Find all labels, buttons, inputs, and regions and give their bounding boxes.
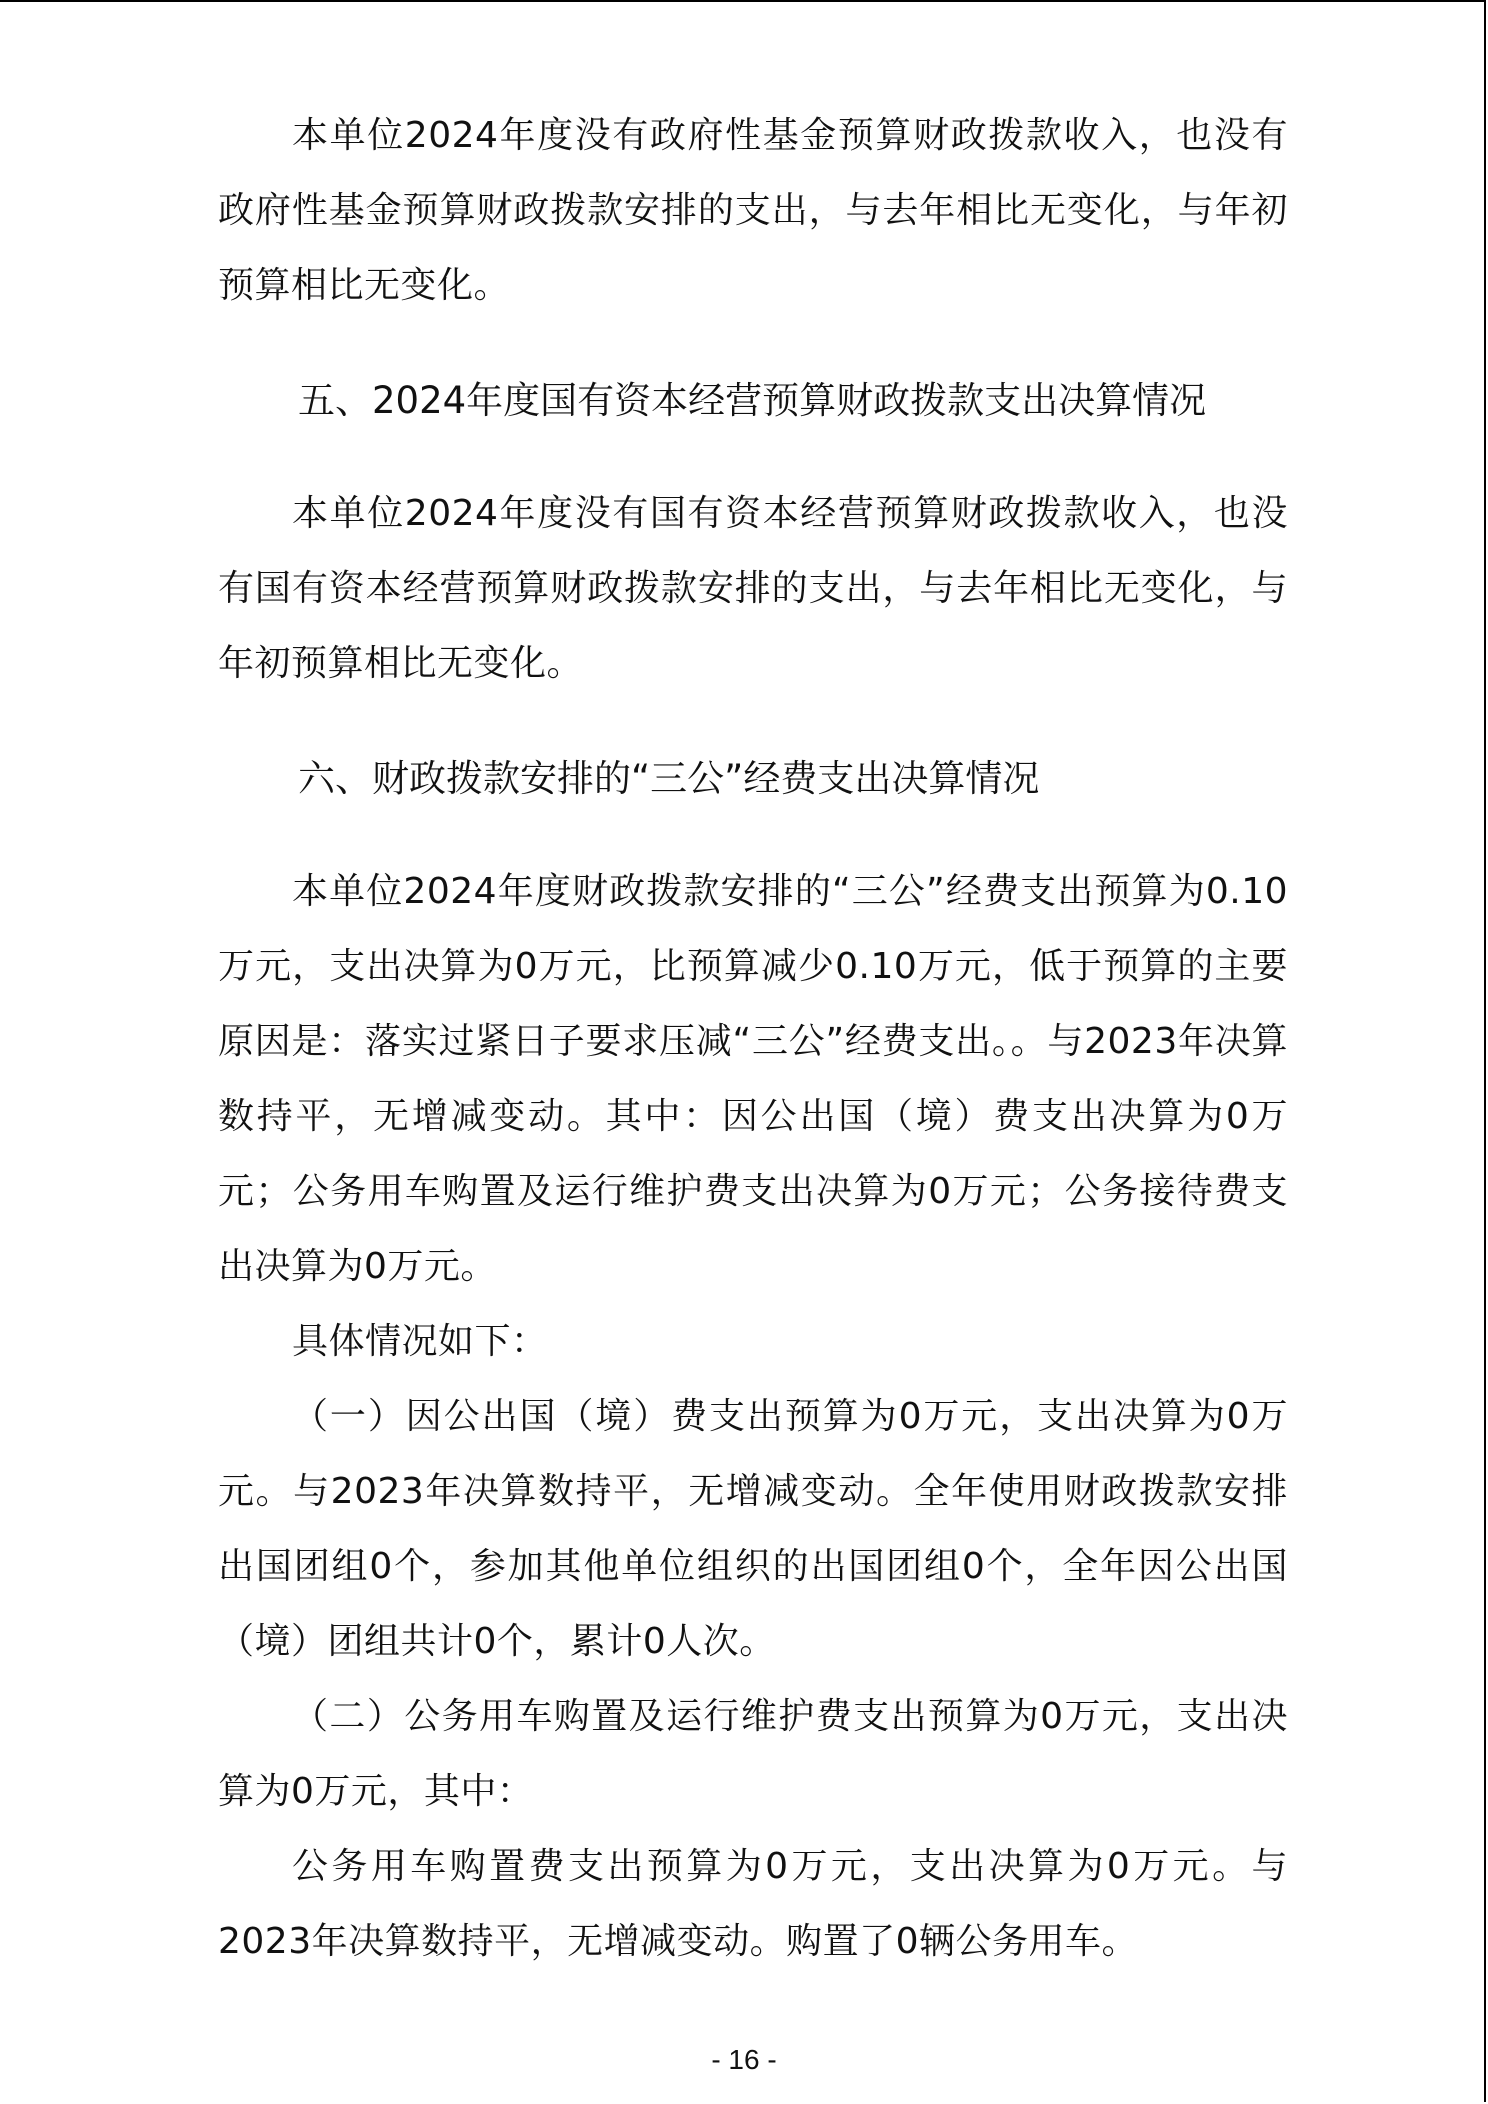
paragraph-overseas-travel: （一）因公出国（境）费支出预算为0万元，支出决算为0万元。与2023年决算数持平，无增减变动。全年使用财政拨款安排出国团组0个，参加其他单位组织的出国团组0个，全年因公出国（境）团组共计0个，累计0人次。	[218, 1396, 1288, 1662]
page-number: - 16 -	[711, 2044, 777, 2075]
section-heading-state-capital: 五、2024年度国有资本经营预算财政拨款支出决算情况	[298, 379, 1207, 422]
section-heading-three-public-expenses: 六、财政拨款安排的“三公”经费支出决算情况	[298, 757, 1040, 800]
paragraph-government-fund: 本单位2024年度没有政府性基金预算财政拨款收入，也没有政府性基金预算财政拨款安排的支出，与去年相比无变化，与年初预算相比无变化。	[218, 115, 1288, 306]
paragraph-state-capital: 本单位2024年度没有国有资本经营预算财政拨款收入，也没有国有资本经营预算财政拨款安排的支出，与去年相比无变化，与年初预算相比无变化。	[218, 493, 1288, 684]
paragraph-vehicle-purchase: 公务用车购置费支出预算为0万元，支出决算为0万元。与2023年决算数持平，无增减变动。购置了0辆公务用车。	[218, 1846, 1288, 1962]
paragraph-details-intro: 具体情况如下：	[292, 1321, 548, 1362]
document-body	[218, 98, 1288, 1979]
paragraph-three-public-expenses-summary: 本单位2024年度财政拨款安排的“三公”经费支出预算为0.10万元，支出决算为0万元，比预算减少0.10万元，低于预算的主要原因是：落实过紧日子要求压减“三公”经费支出。。与2023年决算数持平，无增减变动。其中：因公出国（境）费支出决算为0万元；公务用车购置及运行维护费支出决算为0万元；公务接待费支出决算为0万元。	[218, 871, 1288, 1287]
paragraph-official-vehicles: （二）公务用车购置及运行维护费支出预算为0万元，支出决算为0万元，其中：	[218, 1696, 1288, 1812]
